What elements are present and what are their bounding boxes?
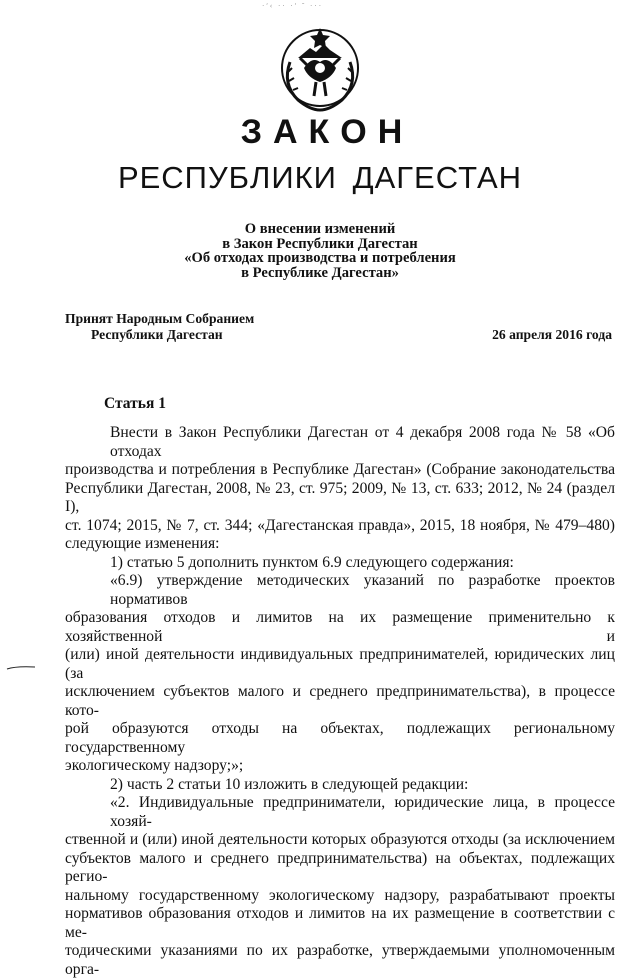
heading-line: О внесении изменений bbox=[244, 221, 396, 237]
law-title: ЗАКОН bbox=[240, 113, 414, 151]
scan-artifact: ·ʹ‹ ·· ·ʹ ˇ ··· bbox=[262, 2, 324, 10]
text-line: субъектов малого и среднего предпринимательства) на объектах, подлежащих регио- bbox=[65, 849, 615, 885]
adoption-block bbox=[65, 311, 254, 342]
text-line: 2) часть 2 статьи 10 изложить в следующей редакции: bbox=[110, 775, 469, 793]
heading-line: «Об отходах производства и потребления bbox=[184, 250, 456, 266]
article-title: Статья 1 bbox=[104, 395, 166, 412]
text-line: нормативов образования отходов и лимитов на их размещение в соответствии с ме- bbox=[65, 905, 615, 941]
document-heading bbox=[0, 222, 640, 280]
text-line: следующие изменения: bbox=[65, 535, 220, 552]
coat-of-arms-icon bbox=[276, 22, 364, 114]
adopted-by-line: Принят Народным Собранием bbox=[65, 311, 255, 326]
text-line: 1) статью 5 дополнить пунктом 6.9 следующего содержания: bbox=[110, 553, 514, 571]
text-line: Внести в Закон Республики Дагестан от 4 декабря 2008 года № 58 «Об отходах bbox=[110, 424, 615, 460]
text-line: «2. Индивидуальные предприниматели, юридические лица, в процессе хозяй- bbox=[110, 794, 615, 830]
text-line: нальному государственному экологическому надзору, разрабатывают проекты bbox=[65, 886, 615, 904]
text-line: производства и потребления в Республике Дагестан» (Собрание законодательства bbox=[65, 461, 615, 478]
text-line: рой образуются отходы на объектах, подлежащих региональному государственному bbox=[65, 720, 615, 756]
heading-line: в Республике Дагестан» bbox=[241, 264, 399, 281]
text-line: тодическими указаниями по их разработке, утверждаемыми уполномоченным орга- bbox=[65, 942, 615, 978]
adoption-date: 26 апреля 2016 года bbox=[492, 327, 612, 342]
text-line: ст. 1074; 2015, № 7, ст. 344; «Дагестанская правда», 2015, 18 ноября, № 479–480) bbox=[65, 516, 615, 534]
text-line: исключением субъектов малого и среднего предпринимательства), в процессе кото- bbox=[65, 683, 615, 719]
article-body bbox=[65, 424, 615, 979]
adopted-by-line: Республики Дагестан bbox=[91, 326, 223, 342]
text-line: ственной и (или) иной деятельности которых образуются отходы (за исключением bbox=[65, 831, 615, 848]
text-line: Республики Дагестан, 2008, № 23, ст. 975; 2009, № 13, ст. 633; 2012, № 24 (раздел I), bbox=[65, 479, 615, 515]
text-line: образования отходов и лимитов на их размещение применительно к хозяйственной и bbox=[65, 609, 615, 645]
law-subtitle: РЕСПУБЛИКИ ДАГЕСТАН bbox=[117, 160, 523, 195]
text-line: «6.9) утверждение методических указаний по разработке проектов нормативов bbox=[110, 572, 615, 608]
text-line: экологическому надзору;»; bbox=[65, 757, 244, 774]
text-line: (или) иной деятельности индивидуальных предпринимателей, юридических лиц (за bbox=[65, 646, 615, 682]
margin-mark bbox=[6, 664, 36, 672]
heading-line: в Закон Республики Дагестан bbox=[222, 235, 418, 252]
